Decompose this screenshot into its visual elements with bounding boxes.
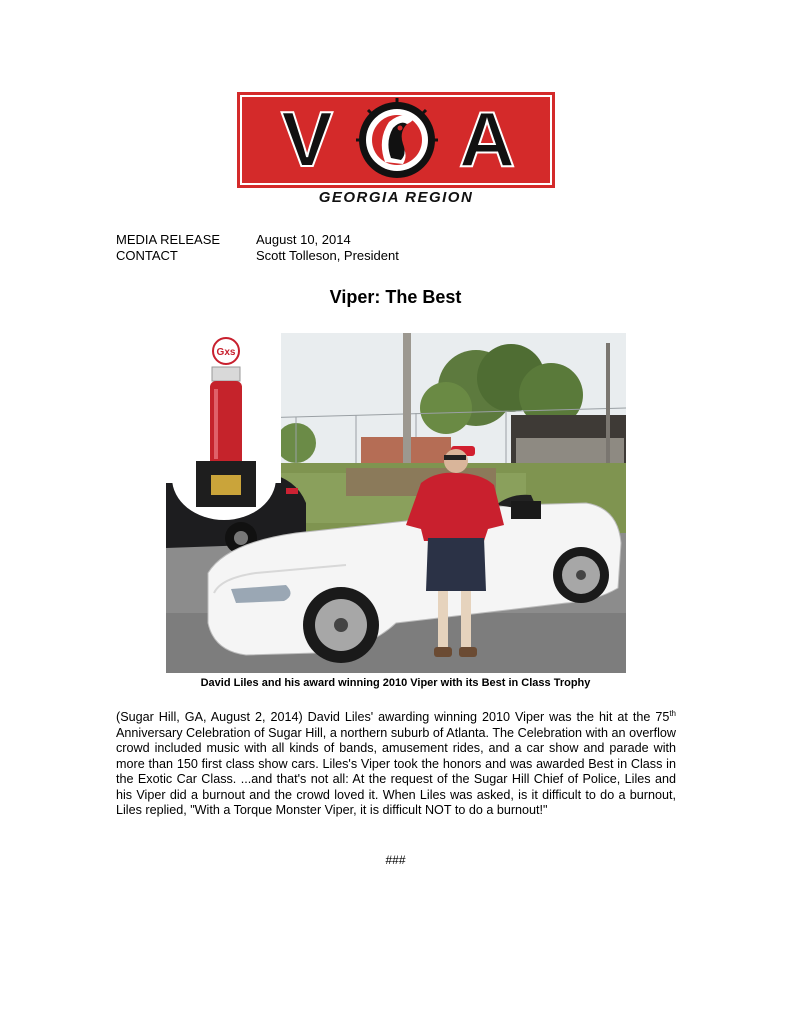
body-text-part2: Anniversary Celebration of Sugar Hill, a northern suburb of Atlanta. The Celebration with an overflow crowd included music with all kinds of bands, amusement rides, and a car show and parade with more than 150 first class show cars. Liles's Viper took the honors and was awarded Best in Class in the Exotic Car Class. ...and that's not all: At the request of the Sugar Hill Chief of Police, Liles and his Viper did a burnout and the crowd loved it. When Liles was asked, is it difficult to do a burnout, Liles replied, "With a Torque Monster Viper, it is difficult NOT to do a burnout!" — [116, 725, 676, 818]
contact-label: CONTACT — [116, 248, 178, 263]
logo-graphic — [237, 92, 555, 188]
viper-emblem-icon — [356, 98, 438, 178]
article-photo — [166, 333, 626, 673]
page-title: Viper: The Best — [329, 287, 462, 307]
body-paragraph — [116, 706, 676, 819]
body-text-part1: (Sugar Hill, GA, August 2, 2014) David Liles' awarding winning 2010 Viper was the hit at the 75 — [116, 710, 670, 725]
logo-letter-a: A — [458, 95, 516, 183]
voa-logo — [237, 92, 555, 188]
contact-value: Scott Tolleson, President — [256, 248, 399, 263]
logo-letter-v: V — [280, 95, 334, 183]
release-date: August 10, 2014 — [256, 232, 351, 247]
trophy-inset — [166, 333, 281, 520]
photo-scene — [166, 333, 626, 673]
photo-caption: David Liles and his award winning 2010 Viper with its Best in Class Trophy — [200, 677, 591, 689]
release-label: MEDIA RELEASE — [116, 232, 221, 247]
end-mark: ### — [385, 853, 406, 867]
trophy-top-text: Gxs — [216, 347, 236, 358]
body-superscript: th — [669, 709, 676, 718]
logo-region-label: GEORGIA REGION — [318, 189, 474, 206]
